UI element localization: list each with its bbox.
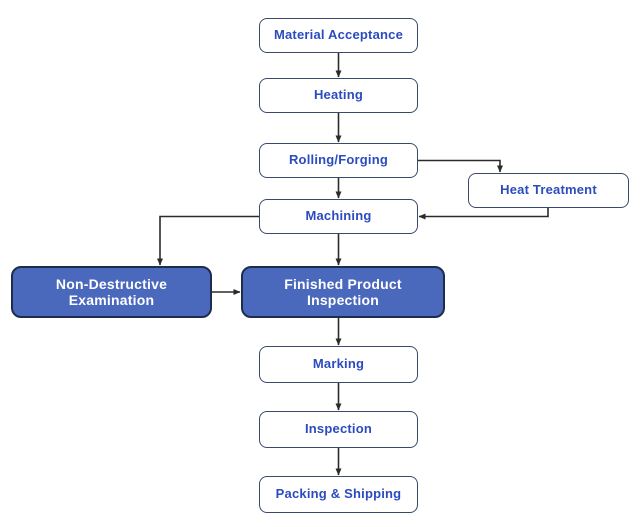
node-packing-shipping[interactable]: Packing & Shipping	[259, 476, 418, 513]
edge-machining-to-non-destructive-examination	[160, 217, 259, 266]
node-machining[interactable]: Machining	[259, 199, 418, 234]
node-finished-product-inspection[interactable]: Finished Product Inspection	[241, 266, 445, 318]
node-heating[interactable]: Heating	[259, 78, 418, 113]
node-inspection[interactable]: Inspection	[259, 411, 418, 448]
edge-rolling-forging-to-heat-treatment	[418, 161, 500, 173]
node-marking[interactable]: Marking	[259, 346, 418, 383]
node-non-destructive-examination[interactable]: Non-Destructive Examination	[11, 266, 212, 318]
node-rolling-forging[interactable]: Rolling/Forging	[259, 143, 418, 178]
edge-heat-treatment-to-machining	[419, 208, 548, 217]
node-material-acceptance[interactable]: Material Acceptance	[259, 18, 418, 53]
node-heat-treatment[interactable]: Heat Treatment	[468, 173, 629, 208]
